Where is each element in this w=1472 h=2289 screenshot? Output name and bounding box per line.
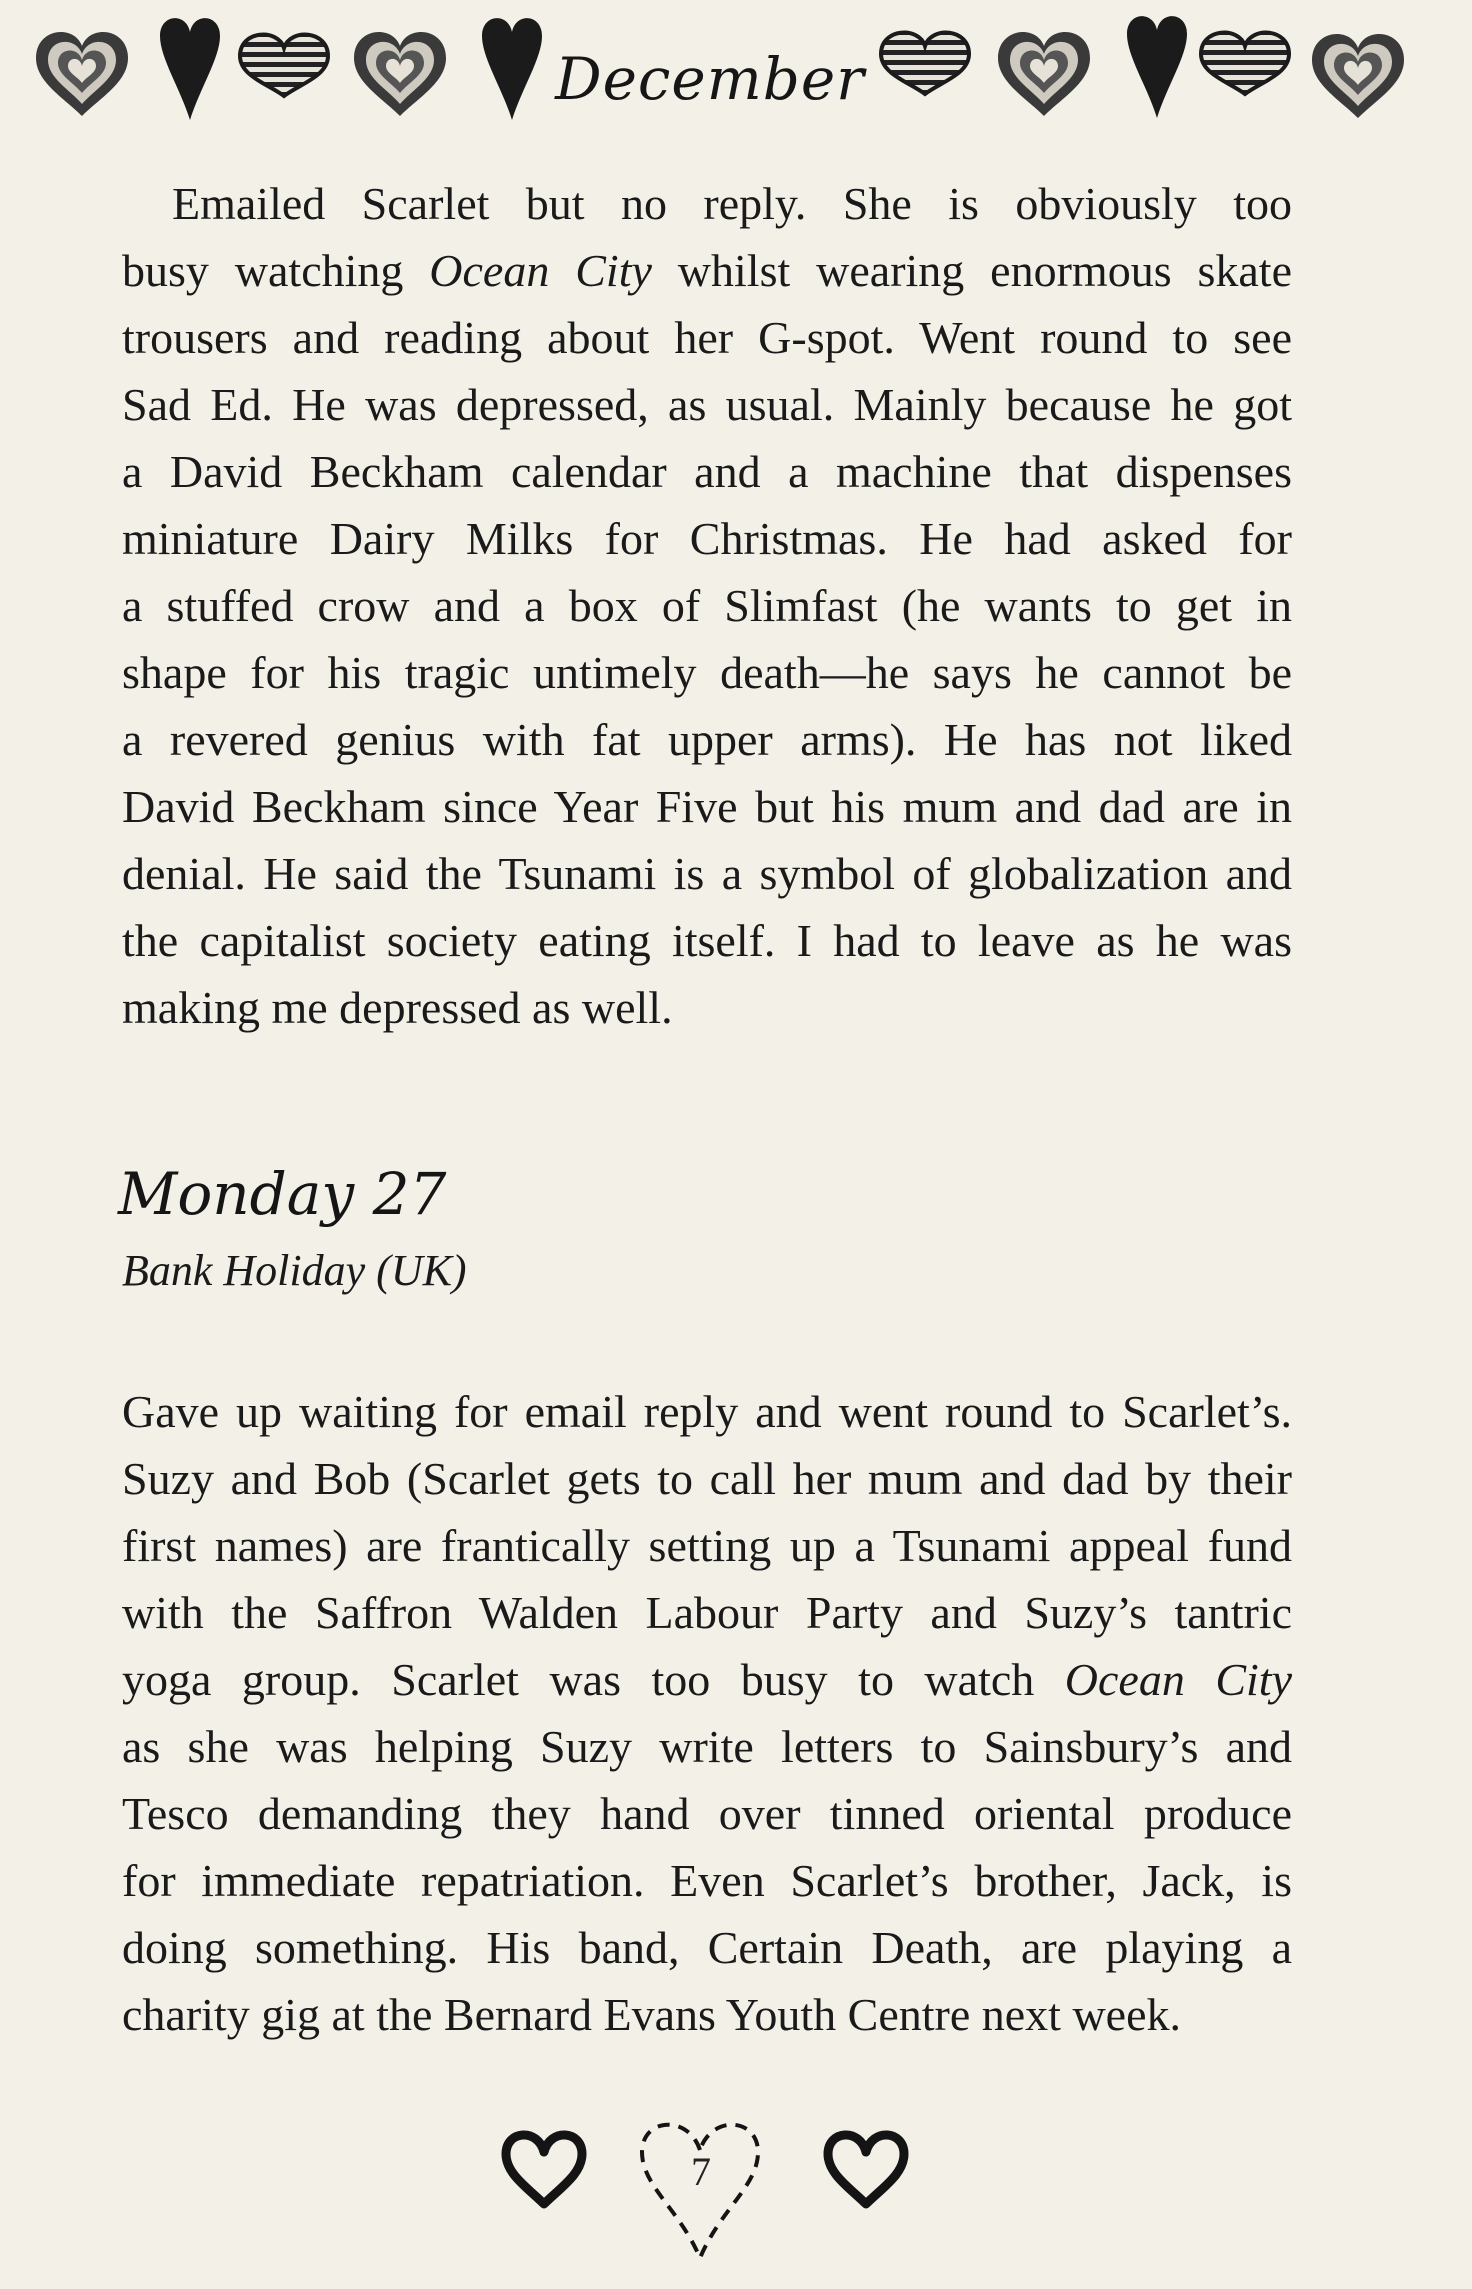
lace-heart-icon xyxy=(998,32,1090,116)
diary-paragraph-1 xyxy=(122,170,1292,1041)
book-title: Ocean City xyxy=(1064,1654,1292,1705)
text-line: Sad Ed. He was depressed, as usual. Mainly because he got xyxy=(122,379,1292,430)
text-line: for immediate repatriation. Even Scarlet’s brother, Jack, is xyxy=(122,1855,1292,1906)
text-line: busy watching Ocean City whilst wearing enormous skate xyxy=(122,245,1293,296)
text-line: first names) are frantically setting up a Tsunami appeal fund xyxy=(122,1520,1292,1571)
text-line: Tesco demanding they hand over tinned oriental produce xyxy=(122,1788,1292,1839)
entry-date: Monday 27 xyxy=(118,1160,447,1228)
lace-heart-icon xyxy=(36,32,128,116)
page-footer xyxy=(0,2100,1472,2280)
striped-heart-icon xyxy=(881,33,969,94)
text-line: Gave up waiting for email reply and went round to Scarlet’s. xyxy=(122,1386,1292,1437)
text-line: David Beckham since Year Five but his mum and dad are in xyxy=(122,781,1292,832)
text-line: Suzy and Bob (Scarlet gets to call her mum and dad by their xyxy=(122,1453,1292,1504)
solid-heart-icon xyxy=(482,18,542,120)
lace-heart-icon xyxy=(354,32,446,116)
text-line: trousers and reading about her G-spot. Went round to see xyxy=(122,312,1292,363)
outline-heart-icon xyxy=(828,2135,904,2204)
text-line: as she was helping Suzy write letters to Sainsbury’s and xyxy=(122,1721,1292,1772)
entry-subtitle: Bank Holiday (UK) xyxy=(122,1246,467,1295)
text-line: a David Beckham calendar and a machine that dispenses xyxy=(122,446,1292,497)
page-number: 7 xyxy=(691,2149,711,2194)
outline-heart-icon xyxy=(506,2135,582,2204)
text-line: yoga group. Scarlet was too busy to watch Ocean City xyxy=(122,1654,1292,1705)
striped-heart-icon xyxy=(240,35,328,96)
striped-heart-icon xyxy=(1201,33,1289,94)
text-line: charity gig at the Bernard Evans Youth Centre next week. xyxy=(122,1989,1182,2040)
solid-heart-icon xyxy=(1127,16,1187,118)
text-line: making me depressed as well. xyxy=(122,982,673,1033)
text-line: doing something. His band, Certain Death, are playing a xyxy=(122,1922,1292,1973)
header-band xyxy=(0,0,1472,140)
month-title: December xyxy=(555,45,865,113)
text-line: a stuffed crow and a box of Slimfast (he wants to get in xyxy=(122,580,1292,631)
text-line: with the Saffron Walden Labour Party and Suzy’s tantric xyxy=(122,1587,1292,1638)
text-line: shape for his tragic untimely death—he says he cannot be xyxy=(122,647,1292,698)
text-line: Emailed Scarlet but no reply. She is obviously too xyxy=(172,178,1292,229)
book-title: Ocean City xyxy=(429,245,652,296)
solid-heart-icon xyxy=(160,18,220,120)
footer-hearts xyxy=(0,2100,1472,2280)
lace-heart-icon xyxy=(1312,34,1404,118)
text-line: denial. He said the Tsunami is a symbol of globalization and xyxy=(122,848,1292,899)
text-line: miniature Dairy Milks for Christmas. He had asked for xyxy=(122,513,1292,564)
text-line: a revered genius with fat upper arms). He has not liked xyxy=(122,714,1292,765)
diary-paragraph-2 xyxy=(122,1378,1292,2048)
text-line: the capitalist society eating itself. I had to leave as he was xyxy=(122,915,1292,966)
